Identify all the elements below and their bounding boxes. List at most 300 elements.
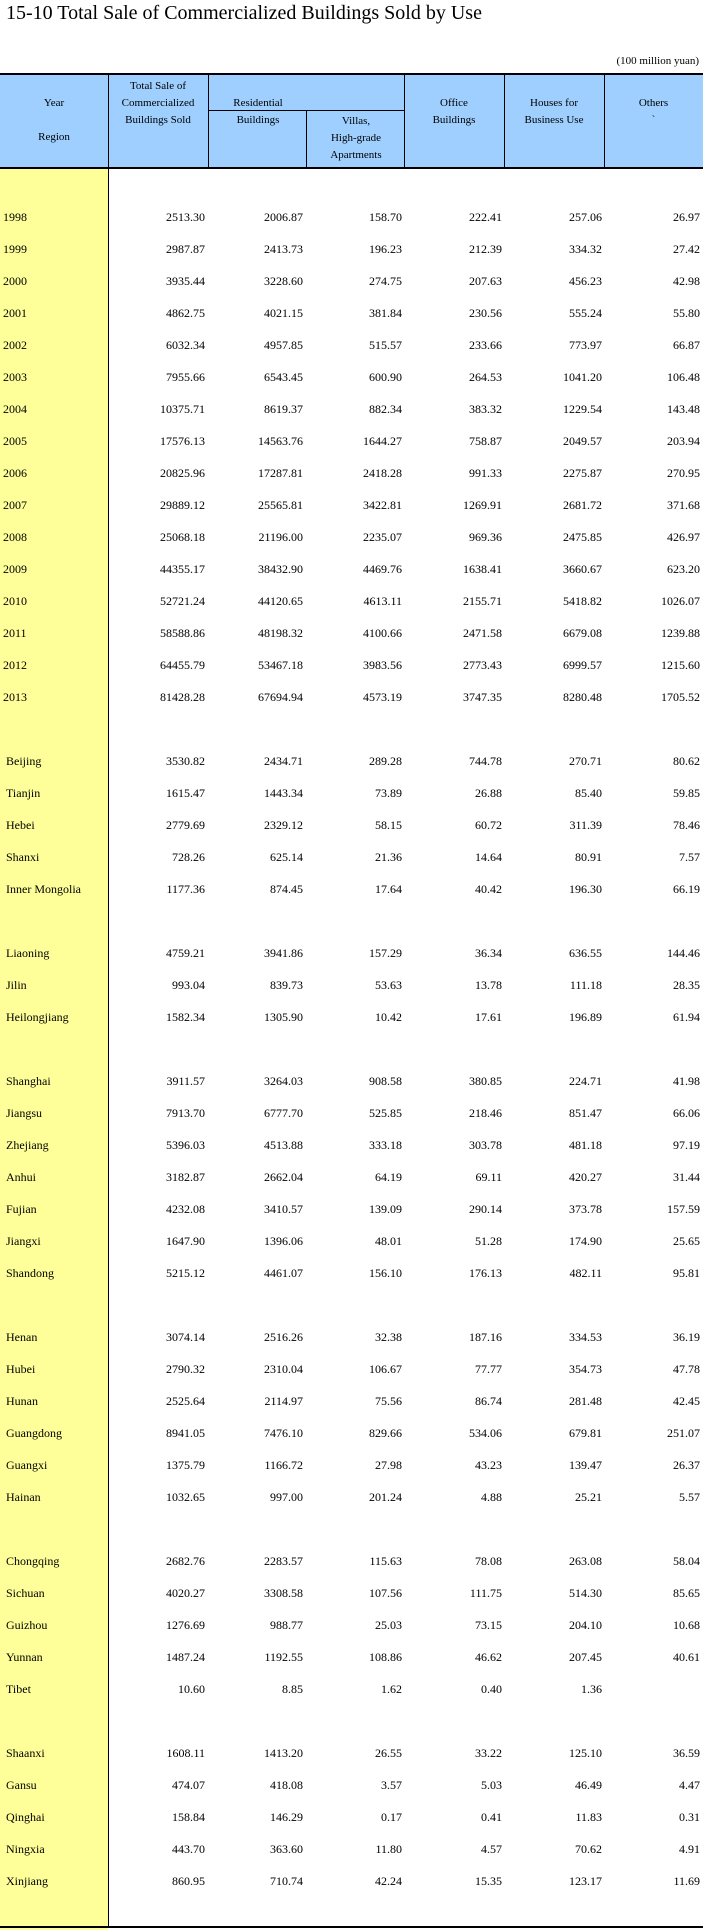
villas-cell: 1644.27 [363, 434, 402, 448]
total-cell: 2513.30 [166, 210, 205, 224]
residential-cell: 1413.20 [264, 1746, 303, 1760]
residential-cell: 21196.00 [258, 530, 303, 544]
row-label: Guangxi [6, 1458, 48, 1472]
business-cell: 196.30 [569, 882, 602, 896]
business-cell: 636.55 [569, 946, 602, 960]
year-row [0, 335, 703, 355]
office-cell: 4.57 [481, 1842, 502, 1856]
office-cell: 13.78 [475, 978, 502, 992]
total-cell: 1608.11 [166, 1746, 205, 1760]
others-cell: 106.48 [667, 370, 700, 384]
business-cell: 482.11 [569, 1266, 602, 1280]
business-cell: 3660.67 [563, 562, 602, 576]
total-cell: 2682.76 [166, 1554, 205, 1568]
business-cell: 125.10 [569, 1746, 602, 1760]
others-cell: 26.97 [673, 210, 700, 224]
others-cell: 4.47 [679, 1778, 700, 1792]
header-divider [604, 75, 605, 167]
row-label: 2006 [3, 466, 27, 480]
residential-cell: 997.00 [270, 1490, 303, 1504]
region-row [0, 1263, 703, 1283]
office-cell: 1638.41 [463, 562, 502, 576]
business-cell: 420.27 [569, 1170, 602, 1184]
total-cell: 20825.96 [160, 466, 205, 480]
others-cell: 1215.60 [661, 658, 700, 672]
business-cell: 6999.57 [563, 658, 602, 672]
region-row [0, 1135, 703, 1155]
business-cell: 514.30 [569, 1586, 602, 1600]
row-label: Qinghai [6, 1810, 45, 1824]
row-label: Hunan [6, 1394, 38, 1408]
region-row [0, 1807, 703, 1827]
business-cell: 70.62 [575, 1842, 602, 1856]
villas-cell: 2418.28 [363, 466, 402, 480]
region-row [0, 1007, 703, 1027]
total-cell: 474.07 [172, 1778, 205, 1792]
table-title: 15-10 Total Sale of Commercialized Buildings Sold by Use [6, 2, 482, 24]
business-cell: 207.45 [569, 1650, 602, 1664]
total-cell: 17576.13 [160, 434, 205, 448]
business-cell: 85.40 [575, 786, 602, 800]
total-cell: 25068.18 [160, 530, 205, 544]
year-row [0, 207, 703, 227]
office-cell: 0.41 [481, 1810, 502, 1824]
office-cell: 14.64 [475, 850, 502, 864]
residential-cell: 2006.87 [264, 210, 303, 224]
residential-cell: 17287.81 [258, 466, 303, 480]
business-cell: 1229.54 [563, 402, 602, 416]
year-row [0, 559, 703, 579]
year-row [0, 271, 703, 291]
others-cell: 25.65 [673, 1234, 700, 1248]
total-cell: 44355.17 [160, 562, 205, 576]
region-row [0, 815, 703, 835]
office-cell: 51.28 [475, 1234, 502, 1248]
office-cell: 17.61 [475, 1010, 502, 1024]
header-others: Others ` [638, 97, 669, 126]
villas-cell: 3983.56 [363, 658, 402, 672]
others-cell: 251.07 [667, 1426, 700, 1440]
total-cell: 52721.24 [160, 594, 205, 608]
residential-cell: 67694.94 [258, 690, 303, 704]
villas-cell: 32.38 [375, 1330, 402, 1344]
residential-cell: 1305.90 [264, 1010, 303, 1024]
residential-cell: 874.45 [270, 882, 303, 896]
business-cell: 679.81 [569, 1426, 602, 1440]
row-label: Hebei [6, 818, 35, 832]
business-cell: 2475.85 [563, 530, 602, 544]
total-cell: 4862.75 [166, 306, 205, 320]
villas-cell: 4573.19 [363, 690, 402, 704]
office-cell: 26.88 [475, 786, 502, 800]
year-row [0, 527, 703, 547]
year-row [0, 623, 703, 643]
header-subdivider [208, 110, 404, 111]
office-cell: 60.72 [475, 818, 502, 832]
business-cell: 851.47 [569, 1106, 602, 1120]
office-cell: 991.33 [469, 466, 502, 480]
residential-cell: 3410.57 [264, 1202, 303, 1216]
office-cell: 40.42 [475, 882, 502, 896]
others-cell: 55.80 [673, 306, 700, 320]
residential-cell: 8619.37 [264, 402, 303, 416]
row-label: 1999 [3, 242, 27, 256]
office-cell: 2773.43 [463, 658, 502, 672]
residential-cell: 2283.57 [264, 1554, 303, 1568]
business-cell: 46.49 [575, 1778, 602, 1792]
others-cell: 26.37 [673, 1458, 700, 1472]
row-label: Tibet [6, 1682, 31, 1696]
office-cell: 5.03 [481, 1778, 502, 1792]
villas-cell: 381.84 [369, 306, 402, 320]
others-cell: 1026.07 [661, 594, 700, 608]
region-row [0, 1487, 703, 1507]
villas-cell: 75.56 [375, 1394, 402, 1408]
business-cell: 11.83 [575, 1810, 602, 1824]
residential-cell: 3308.58 [264, 1586, 303, 1600]
total-cell: 2790.32 [166, 1362, 205, 1376]
villas-cell: 48.01 [375, 1234, 402, 1248]
year-row [0, 239, 703, 259]
office-cell: 207.63 [469, 274, 502, 288]
region-row [0, 1327, 703, 1347]
villas-cell: 882.34 [369, 402, 402, 416]
region-row [0, 1551, 703, 1571]
others-cell: 27.42 [673, 242, 700, 256]
total-cell: 10.60 [178, 1682, 205, 1696]
villas-cell: 53.63 [375, 978, 402, 992]
villas-cell: 201.24 [369, 1490, 402, 1504]
business-cell: 196.89 [569, 1010, 602, 1024]
year-row [0, 655, 703, 675]
villas-cell: 1.62 [381, 1682, 402, 1696]
business-cell: 2681.72 [563, 498, 602, 512]
office-cell: 15.35 [475, 1874, 502, 1888]
total-cell: 3911.57 [166, 1074, 205, 1088]
business-cell: 555.24 [569, 306, 602, 320]
residential-cell: 1166.72 [264, 1458, 303, 1472]
villas-cell: 42.24 [375, 1874, 402, 1888]
business-cell: 257.06 [569, 210, 602, 224]
others-cell: 1705.52 [661, 690, 700, 704]
others-cell: 5.57 [679, 1490, 700, 1504]
unit-label: (100 million yuan) [616, 55, 699, 67]
row-label: Heilongjiang [6, 1010, 69, 1024]
region-row [0, 783, 703, 803]
office-cell: 744.78 [469, 754, 502, 768]
villas-cell: 11.80 [375, 1842, 402, 1856]
others-cell: 66.87 [673, 338, 700, 352]
row-label: Hainan [6, 1490, 41, 1504]
business-cell: 270.71 [569, 754, 602, 768]
others-cell: 4.91 [679, 1842, 700, 1856]
business-cell: 1.36 [581, 1682, 602, 1696]
office-cell: 43.23 [475, 1458, 502, 1472]
villas-cell: 139.09 [369, 1202, 402, 1216]
office-cell: 3747.35 [463, 690, 502, 704]
region-row [0, 1583, 703, 1603]
residential-cell: 2662.04 [264, 1170, 303, 1184]
region-row [0, 1615, 703, 1635]
total-cell: 10375.71 [160, 402, 205, 416]
business-cell: 139.47 [569, 1458, 602, 1472]
residential-cell: 53467.18 [258, 658, 303, 672]
total-cell: 860.95 [172, 1874, 205, 1888]
year-row [0, 367, 703, 387]
others-cell: 28.35 [673, 978, 700, 992]
header-year: Year [43, 97, 65, 109]
region-row [0, 751, 703, 771]
row-label: 2001 [3, 306, 27, 320]
row-label: 2012 [3, 658, 27, 672]
villas-cell: 4100.66 [363, 626, 402, 640]
office-cell: 380.85 [469, 1074, 502, 1088]
business-cell: 5418.82 [563, 594, 602, 608]
others-cell: 66.19 [673, 882, 700, 896]
villas-cell: 115.63 [369, 1554, 402, 1568]
business-cell: 481.18 [569, 1138, 602, 1152]
year-row [0, 687, 703, 707]
row-label: Shanghai [6, 1074, 51, 1088]
office-cell: 86.74 [475, 1394, 502, 1408]
region-row [0, 975, 703, 995]
business-cell: 334.53 [569, 1330, 602, 1344]
villas-cell: 4469.76 [363, 562, 402, 576]
others-cell: 623.20 [667, 562, 700, 576]
villas-cell: 829.66 [369, 1426, 402, 1440]
region-row [0, 1743, 703, 1763]
residential-cell: 25565.81 [258, 498, 303, 512]
row-label: Shandong [6, 1266, 54, 1280]
office-cell: 2155.71 [463, 594, 502, 608]
others-cell: 58.04 [673, 1554, 700, 1568]
header-divider [208, 75, 209, 167]
region-row [0, 1391, 703, 1411]
total-cell: 3074.14 [166, 1330, 205, 1344]
office-cell: 264.53 [469, 370, 502, 384]
row-label: Yunnan [6, 1650, 43, 1664]
row-label: 2000 [3, 274, 27, 288]
office-cell: 534.06 [469, 1426, 502, 1440]
residential-cell: 2434.71 [264, 754, 303, 768]
row-label: Inner Mongolia [6, 882, 81, 896]
villas-cell: 333.18 [369, 1138, 402, 1152]
region-row [0, 1199, 703, 1219]
office-cell: 111.75 [469, 1586, 502, 1600]
others-cell: 85.65 [673, 1586, 700, 1600]
region-row [0, 1647, 703, 1667]
residential-cell: 418.08 [270, 1778, 303, 1792]
total-cell: 158.84 [172, 1810, 205, 1824]
business-cell: 334.32 [569, 242, 602, 256]
region-row [0, 1775, 703, 1795]
header-office: Office Buildings [432, 97, 476, 126]
header-total: Total Sale of Commercialized Buildings Sold [121, 80, 195, 126]
villas-cell: 158.70 [369, 210, 402, 224]
residential-cell: 2114.97 [264, 1394, 303, 1408]
total-cell: 3935.44 [166, 274, 205, 288]
total-cell: 8941.05 [166, 1426, 205, 1440]
office-cell: 36.34 [475, 946, 502, 960]
region-row [0, 1455, 703, 1475]
row-label: Ningxia [6, 1842, 45, 1856]
row-label: Tianjin [6, 786, 41, 800]
villas-cell: 10.42 [375, 1010, 402, 1024]
business-cell: 311.39 [569, 818, 602, 832]
office-cell: 46.62 [475, 1650, 502, 1664]
others-cell: 78.46 [673, 818, 700, 832]
total-cell: 3182.87 [166, 1170, 205, 1184]
residential-cell: 1192.55 [264, 1650, 303, 1664]
others-cell: 1239.88 [661, 626, 700, 640]
office-cell: 77.77 [475, 1362, 502, 1376]
business-cell: 2275.87 [563, 466, 602, 480]
others-cell: 36.19 [673, 1330, 700, 1344]
residential-cell: 3228.60 [264, 274, 303, 288]
villas-cell: 108.86 [369, 1650, 402, 1664]
total-cell: 4020.27 [166, 1586, 205, 1600]
residential-cell: 14563.76 [258, 434, 303, 448]
residential-cell: 38432.90 [258, 562, 303, 576]
others-cell: 371.68 [667, 498, 700, 512]
year-row [0, 463, 703, 483]
region-row [0, 879, 703, 899]
villas-cell: 17.64 [375, 882, 402, 896]
residential-cell: 6543.45 [264, 370, 303, 384]
total-cell: 2779.69 [166, 818, 205, 832]
total-cell: 3530.82 [166, 754, 205, 768]
residential-cell: 2413.73 [264, 242, 303, 256]
residential-cell: 146.29 [270, 1810, 303, 1824]
region-row [0, 847, 703, 867]
business-cell: 204.10 [569, 1618, 602, 1632]
others-cell: 0.31 [679, 1810, 700, 1824]
villas-cell: 908.58 [369, 1074, 402, 1088]
total-cell: 1615.47 [166, 786, 205, 800]
row-label: Gansu [6, 1778, 37, 1792]
villas-cell: 3.57 [381, 1778, 402, 1792]
region-row [0, 1103, 703, 1123]
header-villas: Villas, High-grade Apartments [330, 115, 382, 161]
table-bottom-rule [0, 1926, 703, 1928]
others-cell: 203.94 [667, 434, 700, 448]
office-cell: 187.16 [469, 1330, 502, 1344]
villas-cell: 73.89 [375, 786, 402, 800]
total-cell: 7955.66 [166, 370, 205, 384]
row-label: 2010 [3, 594, 27, 608]
row-label: 2009 [3, 562, 27, 576]
region-row [0, 1359, 703, 1379]
header-divider [504, 75, 505, 167]
others-cell: 144.46 [667, 946, 700, 960]
total-cell: 7913.70 [166, 1106, 205, 1120]
office-cell: 290.14 [469, 1202, 502, 1216]
table-header [0, 73, 703, 169]
total-cell: 1276.69 [166, 1618, 205, 1632]
row-label: Fujian [6, 1202, 37, 1216]
office-cell: 212.39 [469, 242, 502, 256]
residential-cell: 988.77 [270, 1618, 303, 1632]
total-cell: 4232.08 [166, 1202, 205, 1216]
office-cell: 69.11 [475, 1170, 502, 1184]
residential-cell: 625.14 [270, 850, 303, 864]
villas-cell: 58.15 [375, 818, 402, 832]
year-row [0, 431, 703, 451]
row-label: Shanxi [6, 850, 40, 864]
region-row [0, 1679, 703, 1699]
total-cell: 6032.34 [166, 338, 205, 352]
business-cell: 123.17 [569, 1874, 602, 1888]
residential-cell: 2310.04 [264, 1362, 303, 1376]
villas-cell: 2235.07 [363, 530, 402, 544]
row-label: Guizhou [6, 1618, 48, 1632]
year-row [0, 495, 703, 515]
residential-cell: 1443.34 [264, 786, 303, 800]
row-label: 2003 [3, 370, 27, 384]
region-row [0, 1423, 703, 1443]
business-cell: 354.73 [569, 1362, 602, 1376]
region-row [0, 1231, 703, 1251]
residential-cell: 6777.70 [264, 1106, 303, 1120]
villas-cell: 107.56 [369, 1586, 402, 1600]
others-cell: 59.85 [673, 786, 700, 800]
business-cell: 25.21 [575, 1490, 602, 1504]
others-cell: 426.97 [667, 530, 700, 544]
residential-cell: 3264.03 [264, 1074, 303, 1088]
office-cell: 758.87 [469, 434, 502, 448]
year-row [0, 303, 703, 323]
total-cell: 1487.24 [166, 1650, 205, 1664]
residential-cell: 44120.65 [258, 594, 303, 608]
row-label: 2004 [3, 402, 27, 416]
row-label: Shaanxi [6, 1746, 45, 1760]
villas-cell: 515.57 [369, 338, 402, 352]
total-cell: 2987.87 [166, 242, 205, 256]
office-cell: 303.78 [469, 1138, 502, 1152]
villas-cell: 106.67 [369, 1362, 402, 1376]
total-cell: 443.70 [172, 1842, 205, 1856]
header-region: Region [38, 131, 70, 143]
others-cell: 41.98 [673, 1074, 700, 1088]
business-cell: 8280.48 [563, 690, 602, 704]
others-cell: 11.69 [673, 1874, 700, 1888]
villas-cell: 600.90 [369, 370, 402, 384]
residential-cell: 4021.15 [264, 306, 303, 320]
row-label: Xinjiang [6, 1874, 48, 1888]
business-cell: 80.91 [575, 850, 602, 864]
total-cell: 1647.90 [166, 1234, 205, 1248]
row-label: Henan [6, 1330, 38, 1344]
region-row [0, 1167, 703, 1187]
others-cell: 7.57 [679, 850, 700, 864]
header-divider [306, 111, 307, 167]
villas-cell: 27.98 [375, 1458, 402, 1472]
residential-cell: 4957.85 [264, 338, 303, 352]
region-row [0, 943, 703, 963]
office-cell: 2471.58 [463, 626, 502, 640]
residential-cell: 4513.88 [264, 1138, 303, 1152]
villas-cell: 21.36 [375, 850, 402, 864]
business-cell: 6679.08 [563, 626, 602, 640]
villas-cell: 157.29 [369, 946, 402, 960]
total-cell: 993.04 [172, 978, 205, 992]
office-cell: 0.40 [481, 1682, 502, 1696]
office-cell: 218.46 [469, 1106, 502, 1120]
others-cell: 40.61 [673, 1650, 700, 1664]
header-business: Houses for Business Use [524, 97, 584, 126]
business-cell: 373.78 [569, 1202, 602, 1216]
row-label: Jiangsu [6, 1106, 42, 1120]
